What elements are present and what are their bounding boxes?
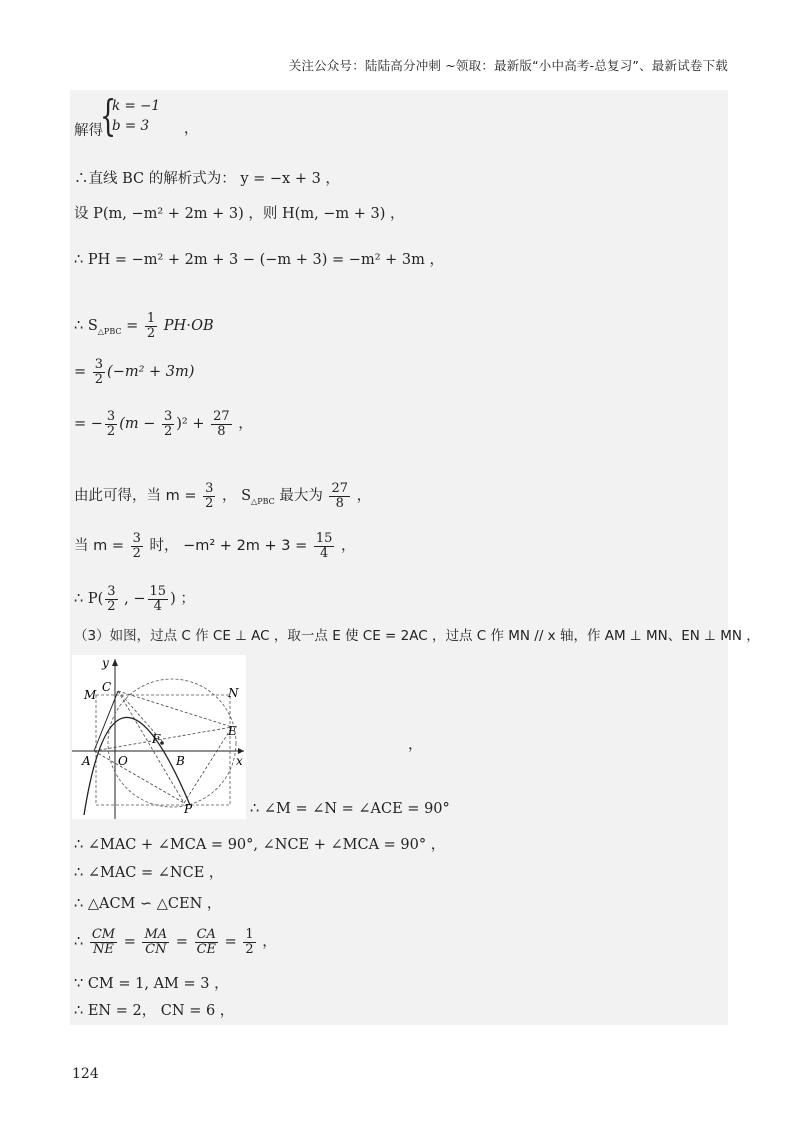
text: ， [352, 488, 372, 505]
label-y: y [102, 656, 109, 670]
line-bc-equation: ∴直线 BC 的解析式为： y = −x + 3 ， [74, 171, 340, 187]
numerator: 1 [245, 927, 254, 942]
numerator: CA [196, 927, 216, 942]
left-brace: { [100, 91, 117, 140]
numerator: 15 [149, 584, 167, 599]
numerator: 3 [94, 357, 104, 372]
fraction [314, 532, 335, 560]
text: = − [74, 416, 103, 433]
line-ce [118, 691, 232, 727]
geometry-figure [72, 655, 246, 819]
denominator: 2 [146, 325, 156, 341]
numerator: 3 [132, 531, 141, 546]
line-m-value [74, 532, 356, 560]
line-area-step-1 [74, 358, 194, 386]
label-o: O [118, 754, 128, 768]
fraction [195, 928, 218, 956]
denominator: NE [93, 941, 114, 957]
text: )² + [176, 416, 210, 433]
text: 时， −m² + 2m + 3 = [144, 538, 312, 555]
system-row-1: k = −1 [112, 98, 160, 114]
text: ， [257, 934, 277, 951]
numerator: 3 [205, 481, 214, 496]
text: (−m² + 3m) [107, 364, 195, 381]
text: 当 m = [74, 538, 129, 555]
figure-trailing-comma: ， [408, 737, 423, 753]
fraction [131, 532, 143, 560]
line-cp [118, 691, 184, 803]
text: 由此可得，当 m = [74, 488, 202, 505]
label-p: P [184, 802, 193, 816]
line-max-area [74, 482, 371, 510]
label-a: A [82, 754, 91, 768]
denominator: 2 [205, 495, 214, 511]
line-ap [94, 751, 184, 803]
fraction [93, 358, 105, 386]
line-ratio: ∴ $\frac{CM}{NE}$ = $\frac{MA}{CN}$ = $\frac{CA}{CE}$ = $\frac{1}{2}$ ， [74, 927, 277, 957]
point-f [160, 741, 164, 745]
fraction [90, 928, 117, 956]
fraction [211, 410, 232, 438]
line-angle-equal: ∴ ∠MAC = ∠NCE ， [74, 865, 224, 881]
fraction [142, 928, 169, 956]
equation-system [74, 91, 198, 140]
page-header: 关注公众号：陆陆高分冲刺 ~领取：最新版“小中高考-总复习”、最新试卷下载 [288, 58, 728, 73]
numerator: 3 [107, 584, 116, 599]
line-angle-sum: ∴ ∠MAC + ∠MCA = 90°, ∠NCE + ∠MCA = 90° ， [74, 837, 446, 853]
text: ， [233, 416, 253, 433]
parabola [84, 717, 190, 815]
label-e: E [228, 724, 237, 738]
line-similar-triangles: ∴ △ACM ∽ △CEN ， [74, 896, 222, 912]
label-b: B [176, 754, 185, 768]
line-given-lengths: ∵ CM = 1, AM = 3 ， [74, 976, 229, 992]
denominator: 2 [107, 598, 116, 614]
line-area-step-2 [74, 410, 253, 438]
text: PH⋅OB [159, 318, 214, 335]
numerator: 27 [331, 481, 348, 496]
fraction [329, 482, 350, 510]
denominator: 8 [335, 495, 344, 511]
denominator: CE [196, 941, 216, 957]
line-part-3-intro: （3）如图，过点 C 作 CE ⊥ AC ，取一点 E 使 CE = 2AC ，过点 C 作 MN // x 轴，作 AM ⊥ MN、EN ⊥ MN ， [74, 628, 760, 644]
line-right-angles: ∴ ∠M = ∠N = ∠ACE = 90° [250, 801, 450, 817]
line-area-formula [74, 312, 214, 340]
denominator: 2 [163, 423, 173, 439]
numerator: MA [144, 927, 168, 942]
label-c: C [102, 680, 112, 694]
numerator: 1 [146, 311, 156, 326]
text: ∴ S [74, 318, 98, 335]
system-prefix: 解得 [74, 123, 103, 139]
fraction [105, 585, 117, 613]
subscript: △PBC [251, 497, 275, 507]
fraction [105, 410, 117, 438]
fraction [148, 585, 169, 613]
text: 最大为 [274, 488, 328, 505]
fraction [145, 312, 157, 340]
text: ∴ P( [74, 591, 104, 608]
text: ， S [217, 488, 252, 505]
line-ac [94, 691, 118, 751]
denominator: 2 [245, 941, 254, 957]
line-set-p-h: 设 P(m, −m² + 2m + 3) ，则 H(m, −m + 3) ， [74, 206, 405, 222]
denominator: 2 [132, 545, 141, 561]
denominator: 2 [94, 371, 104, 387]
subscript: △PBC [97, 327, 122, 337]
denominator: 8 [217, 423, 226, 439]
page-number: 124 [72, 1066, 99, 1082]
fraction [162, 410, 174, 438]
line-result-lengths: ∴ EN = 2， CN = 6 ， [74, 1003, 235, 1019]
fraction [243, 928, 255, 956]
denominator: 4 [320, 545, 329, 561]
text: , − [119, 591, 146, 608]
line-point-p [74, 585, 195, 613]
figure-svg [72, 655, 246, 819]
denominator: 4 [153, 598, 162, 614]
dashed-circle [108, 679, 236, 807]
numerator: CM [91, 927, 116, 942]
numerator: 15 [315, 531, 333, 546]
text: (m − [119, 416, 160, 433]
denominator: 2 [106, 423, 116, 439]
label-f: F [152, 732, 161, 746]
text: ∴ [74, 934, 88, 951]
system-row-2: b = 3 [112, 118, 150, 134]
system-suffix: ， [184, 121, 198, 137]
numerator: 3 [106, 409, 116, 424]
text: = [74, 364, 91, 381]
denominator: CN [145, 941, 167, 957]
line-pe [184, 727, 232, 803]
label-x: x [236, 754, 243, 768]
line-ph-length: ∴ PH = −m² + 2m + 3 − (−m + 3) = −m² + 3m ， [74, 252, 444, 268]
label-n: N [228, 686, 239, 700]
text: = [121, 318, 143, 335]
label-m: M [84, 688, 97, 702]
numerator: 3 [163, 409, 173, 424]
fraction [203, 482, 215, 510]
text: ) ； [170, 591, 195, 608]
text: ， [336, 538, 356, 555]
numerator: 27 [213, 409, 230, 424]
y-axis-arrow [112, 659, 118, 666]
